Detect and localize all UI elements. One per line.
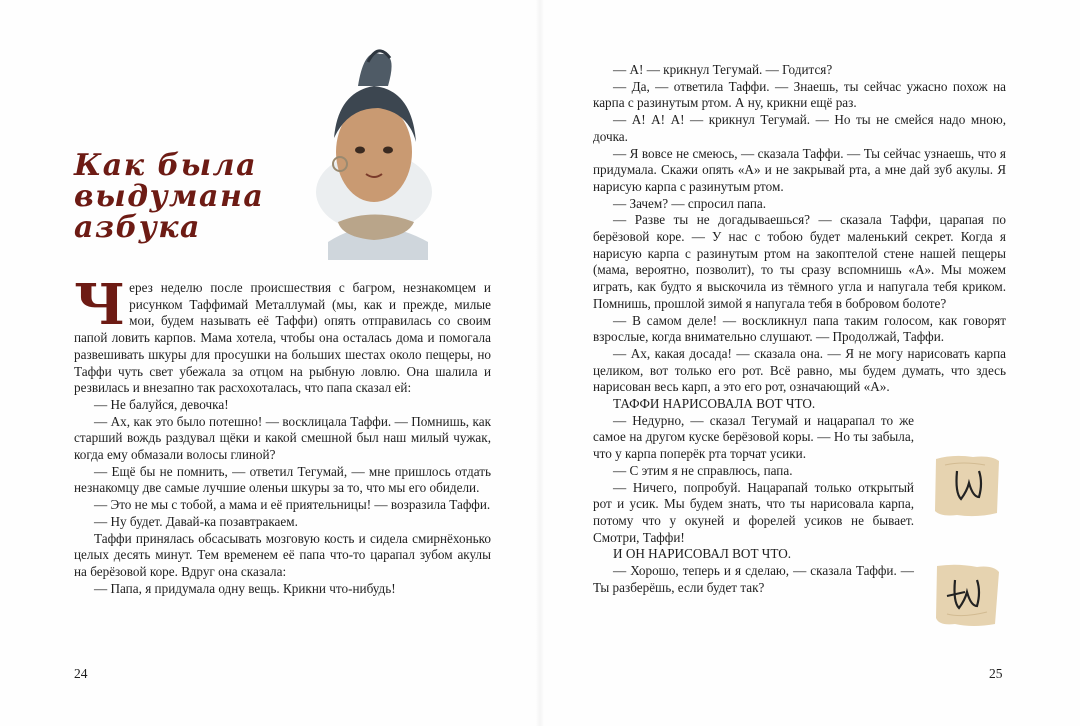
- drop-cap: Ч: [74, 272, 126, 338]
- paragraph: — Это не мы с тобой, а мама и её приятельницы! — возразила Таффи.: [94, 497, 491, 513]
- paragraph: — А! — крикнул Тегумай. — Годится?: [613, 62, 833, 77]
- caption: ТАФФИ НАРИСОВАЛА ВОТ ЧТО.: [613, 396, 816, 412]
- paragraph: — Ах, как это было потешно! — восклицала Таффи. — Помнишь, как старший вождь раздувал щёки и какой смешной был наш милый чужак, когда ему обмазали волосы глиной?: [74, 413, 491, 463]
- paragraph: — Папа, я придумала одну вещь. Крикни что-нибудь!: [94, 580, 396, 596]
- bark-drawing-carp-mouth-barbel: [933, 562, 1001, 628]
- caption: И ОН НАРИСОВАЛ ВОТ ЧТО.: [613, 546, 792, 562]
- paragraph: — Ну будет. Давай-ка позавтракаем.: [94, 513, 298, 529]
- page-number-left: 24: [74, 666, 88, 681]
- chapter-title: Как была выдумана азбука: [74, 148, 265, 245]
- right-page: [540, 0, 1080, 726]
- paragraph: — Ах, какая досада! — сказала она. — Я не могу нарисовать карпа целиком, вот только его рот. Всё равно, мы будем думать, что здесь нарисован весь карп, а это его рот, означающий «А».: [593, 345, 1006, 395]
- paragraph: — В самом деле! — воскликнул папа таким голосом, как говорят взрослые, когда внимательно слушают. — Продолжай, Таффи.: [593, 312, 1006, 345]
- paragraph: — Ничего, попробуй. Нацарапай только открытый рот и усик. Мы будем знать, что ты нарисовала карпа, потому что у окуней и форелей усиков не бывает. Смотри, Таффи!: [593, 479, 914, 545]
- paragraph: — Да, — ответила Таффи. — Знаешь, ты сейчас ужасно похож на карпа с разинутым ртом. А ну, крикни ещё раз.: [593, 78, 1006, 111]
- page-number-right: 25: [989, 666, 1003, 681]
- wrapped-text: [593, 413, 914, 597]
- paragraph: — С этим я не справлюсь, папа.: [613, 462, 793, 478]
- bark-drawing-carp-mouth: [933, 453, 1001, 519]
- paragraph: — Я вовсе не смеюсь, — сказала Таффи. — Ты сейчас узнаешь, что я придумала. Скажи опять «А» и не закрывай рта, а мне дай зуб акулы. Я нарисую карпа с разинутым ртом.: [593, 145, 1006, 194]
- paragraph: — Зачем? — спросил папа.: [613, 195, 767, 211]
- first-paragraph: Через неделю после происшествия с багром, незнакомцем и рисунком Таффимай Металлумай (мы, как и прежде, милые мои, будем называть её Таффи) опять отправилась со своим папой ловить карпов. Мама хотела, чтобы она осталась дома и помогала развешивать шкуры для просушки на больших шестах около пещеры, но Таффи чуть свет убежала за отцом на рыбную ловлю. Она шалила и резвилась и внезапно так расхохоталась, что папа сказал ей:: [74, 272, 491, 396]
- taffy-portrait-illustration: [308, 42, 446, 260]
- paragraph: — Хорошо, теперь и я сделаю, — сказала Таффи. — Ты разберёшь, если будет так?: [593, 563, 914, 595]
- paragraph: — Не балуйся, девочка!: [94, 396, 229, 412]
- paragraph: Таффи принялась обсасывать мозговую кость и сидела смирнёхонько целых десять минут. Тем временем её папа что-то царапал зубом акулы на берёзовой коре. Вдруг она сказала:: [74, 530, 491, 579]
- paragraph: — А! А! А! — крикнул Тегумай. — Но ты не смейся надо мною, дочка.: [593, 112, 1006, 144]
- paragraph: — Недурно, — сказал Тегумай и нацарапал то же самое на другом куске берёзовой коры. — Но ты забыла, что у карпа поперёк рта торчат усики.: [593, 412, 914, 462]
- paragraph: — Разве ты не догадываешься? — сказала Таффи, царапая по берёзовой коре. — У нас с тобою будет маленький секрет. Когда я нарисую карпа с разинутым ртом на закоптелой стене нашей пещеры (мама, вероятно, позволит), то ты сразу вспомнишь «А». Мы можем играть, как будто я выскочила из тёмного угла и напугала тебя криком. Помнишь, прошлой зимой я напугала тебя в бобровом болоте?: [593, 212, 1006, 311]
- left-text-column: [74, 272, 491, 597]
- paragraph: — Ещё бы не помнить, — ответил Тегумай, — мне пришлось отдать незнакомцу две самые лучшие оленьи шкуры за то, что мы его обидели.: [74, 463, 491, 496]
